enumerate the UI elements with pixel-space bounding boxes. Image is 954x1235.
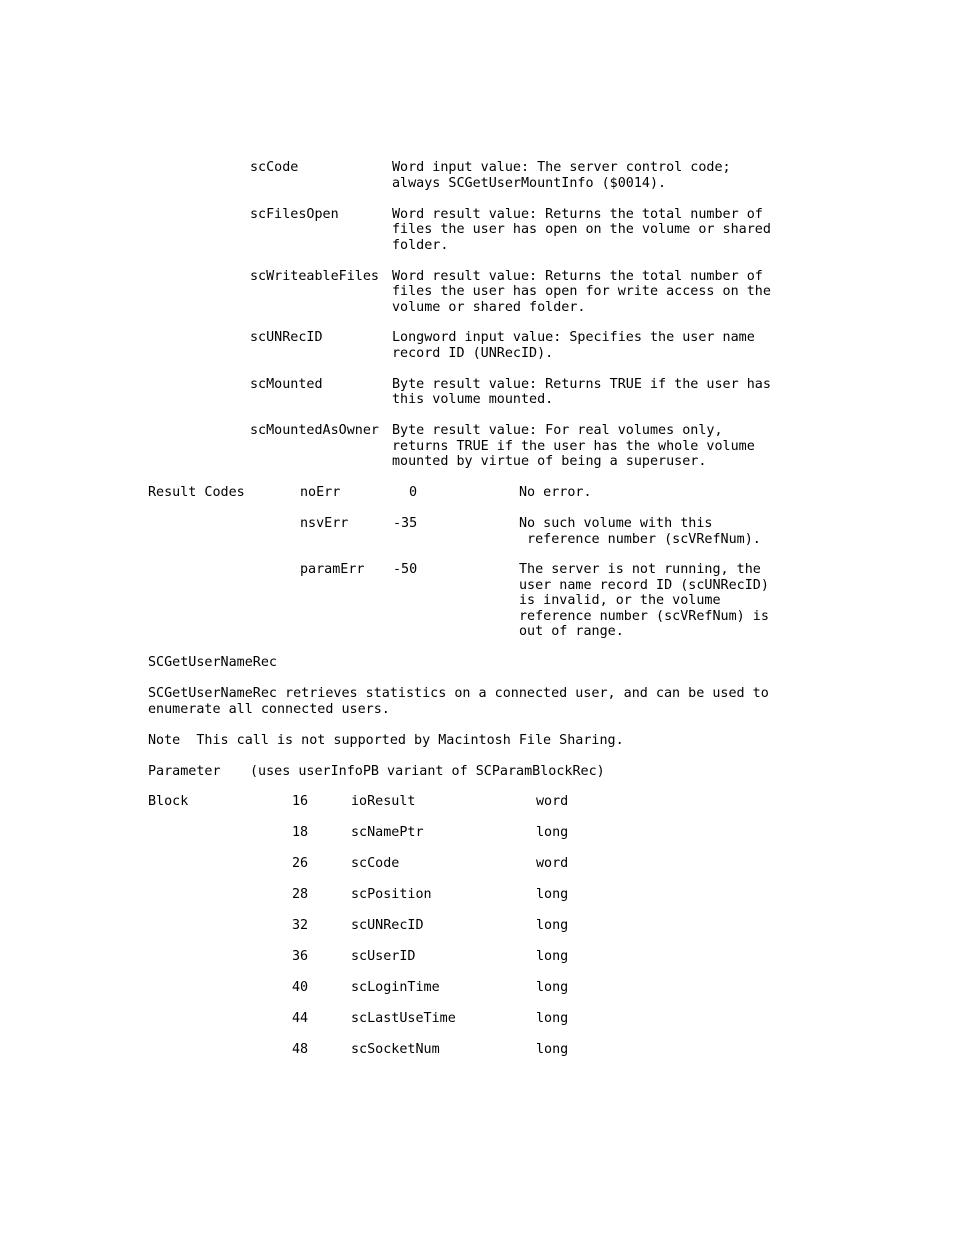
- field-desc-line: Word input value: The server control code;: [392, 160, 731, 175]
- param-type: word: [536, 856, 569, 871]
- result-code-desc: No error.: [519, 485, 592, 500]
- param-name: ioResult: [351, 794, 416, 809]
- result-codes-label: Result Codes: [148, 485, 245, 500]
- field-desc-line: returns TRUE if the user has the whole volume: [392, 439, 755, 454]
- param-type: long: [536, 1011, 569, 1026]
- param-type: long: [536, 1042, 569, 1057]
- param-name: scPosition: [351, 887, 432, 902]
- result-code-value: -50: [393, 562, 418, 577]
- param-name: scCode: [351, 856, 400, 871]
- param-type: long: [536, 887, 569, 902]
- field-desc-line: this volume mounted.: [392, 392, 554, 407]
- param-type: long: [536, 949, 569, 964]
- result-code-desc: reference number (scVRefNum).: [519, 532, 761, 547]
- field-name: scMountedAsOwner: [250, 423, 379, 438]
- result-code-value: -35: [393, 516, 418, 531]
- param-name: scSocketNum: [351, 1042, 440, 1057]
- param-type: long: [536, 918, 569, 933]
- param-name: scUNRecID: [351, 918, 424, 933]
- field-desc-line: files the user has open for write access on the: [392, 284, 771, 299]
- result-code-name: nsvErr: [300, 516, 349, 531]
- param-offset: 26: [292, 856, 309, 871]
- field-desc-line: record ID (UNRecID).: [392, 346, 554, 361]
- section-title: SCGetUserNameRec: [148, 655, 277, 670]
- parameter-label: Parameter: [148, 764, 221, 779]
- param-name: scLastUseTime: [351, 1011, 456, 1026]
- field-name: scCode: [250, 160, 299, 175]
- field-desc-line: Byte result value: Returns TRUE if the user has: [392, 377, 771, 392]
- result-code-name: noErr: [300, 485, 341, 500]
- field-desc-line: mounted by virtue of being a superuser.: [392, 454, 707, 469]
- field-name: scUNRecID: [250, 330, 323, 345]
- param-offset: 18: [292, 825, 309, 840]
- result-code-desc: user name record ID (scUNRecID): [519, 578, 769, 593]
- field-desc-line: Longword input value: Specifies the user name: [392, 330, 755, 345]
- field-name: scFilesOpen: [250, 207, 339, 222]
- param-offset: 28: [292, 887, 309, 902]
- result-code-value: 0: [409, 485, 418, 500]
- result-code-desc: The server is not running, the: [519, 562, 761, 577]
- param-offset: 16: [292, 794, 309, 809]
- result-code-desc: out of range.: [519, 624, 624, 639]
- result-code-desc: No such volume with this: [519, 516, 713, 531]
- field-desc-line: always SCGetUserMountInfo ($0014).: [392, 176, 667, 191]
- result-code-desc: is invalid, or the volume: [519, 593, 721, 608]
- param-offset: 32: [292, 918, 309, 933]
- field-desc-line: Word result value: Returns the total number of: [392, 207, 763, 222]
- param-type: long: [536, 980, 569, 995]
- field-desc-line: files the user has open on the volume or shared: [392, 222, 771, 237]
- field-desc-line: Word result value: Returns the total number of: [392, 269, 763, 284]
- param-offset: 40: [292, 980, 309, 995]
- field-desc-line: folder.: [392, 238, 449, 253]
- field-desc-line: volume or shared folder.: [392, 300, 586, 315]
- parameter-text: (uses userInfoPB variant of SCParamBlockRec): [250, 764, 605, 779]
- field-desc-line: Byte result value: For real volumes only,: [392, 423, 723, 438]
- block-label: Block: [148, 794, 189, 809]
- description-line: SCGetUserNameRec retrieves statistics on a connected user, and can be used to: [148, 686, 769, 701]
- param-type: word: [536, 794, 569, 809]
- param-offset: 36: [292, 949, 309, 964]
- field-name: scMounted: [250, 377, 323, 392]
- result-code-desc: reference number (scVRefNum) is: [519, 609, 769, 624]
- field-name: scWriteableFiles: [250, 269, 379, 284]
- result-code-name: paramErr: [300, 562, 365, 577]
- description-line: enumerate all connected users.: [148, 702, 390, 717]
- note: Note This call is not supported by Macintosh File Sharing.: [148, 733, 624, 748]
- param-name: scUserID: [351, 949, 416, 964]
- param-type: long: [536, 825, 569, 840]
- param-offset: 48: [292, 1042, 309, 1057]
- param-offset: 44: [292, 1011, 309, 1026]
- param-name: scLoginTime: [351, 980, 440, 995]
- param-name: scNamePtr: [351, 825, 424, 840]
